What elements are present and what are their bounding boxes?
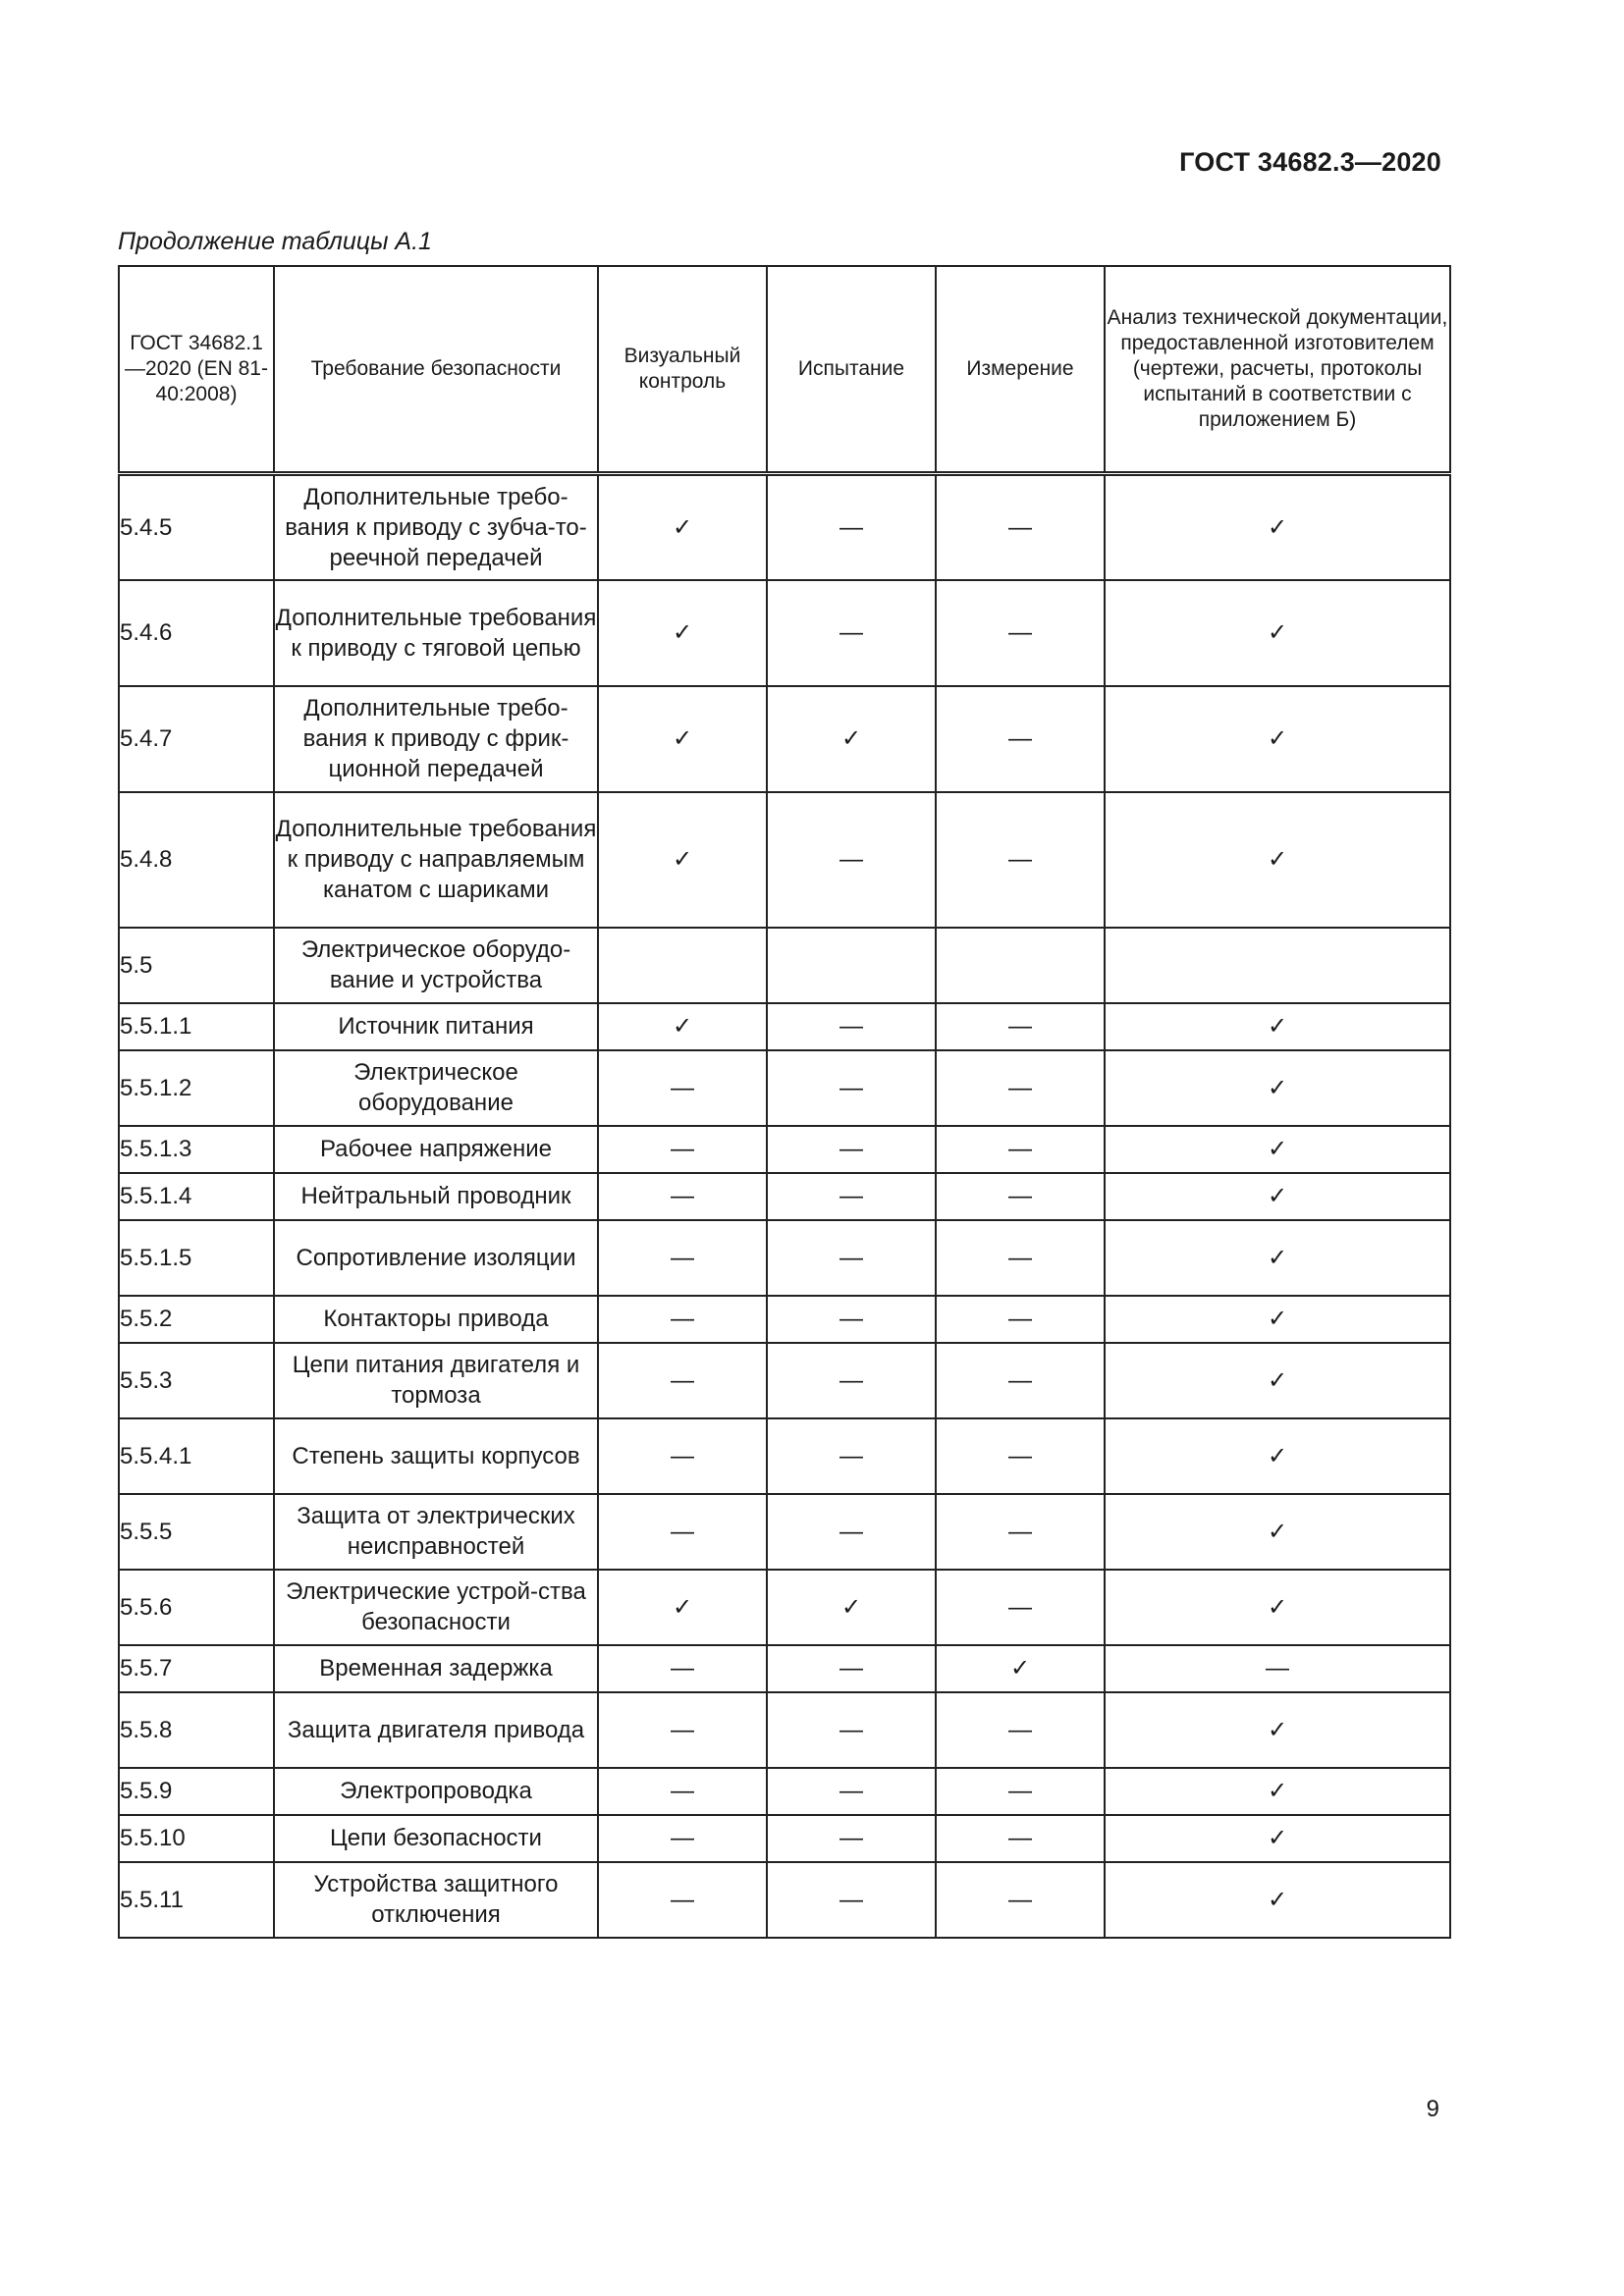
cell-test: — [767, 1343, 936, 1418]
cell-visual: — [598, 1296, 767, 1343]
cell-code: 5.5.3 [119, 1343, 274, 1418]
cell-visual: — [598, 1126, 767, 1173]
cell-analysis: ✓ [1105, 1173, 1450, 1220]
cell-visual: — [598, 1645, 767, 1692]
cell-code: 5.4.6 [119, 580, 274, 686]
cell-visual: ✓ [598, 580, 767, 686]
cell-code: 5.5.1.4 [119, 1173, 274, 1220]
cell-code: 5.5.1.2 [119, 1050, 274, 1126]
cell-requirement: Источник питания [274, 1003, 598, 1050]
cell-code: 5.4.5 [119, 474, 274, 580]
cell-measure: — [936, 1220, 1105, 1296]
cell-analysis: — [1105, 1645, 1450, 1692]
cell-code: 5.5.10 [119, 1815, 274, 1862]
table-row [119, 1296, 1450, 1343]
column-header-test: Испытание [767, 266, 936, 474]
cell-measure: — [936, 580, 1105, 686]
cell-test: — [767, 474, 936, 580]
cell-requirement: Нейтральный проводник [274, 1173, 598, 1220]
cell-analysis: ✓ [1105, 1296, 1450, 1343]
table-row [119, 1645, 1450, 1692]
cell-measure: — [936, 1815, 1105, 1862]
cell-code: 5.5.11 [119, 1862, 274, 1938]
cell-code: 5.5.1.1 [119, 1003, 274, 1050]
cell-measure: — [936, 1418, 1105, 1494]
cell-measure: ✓ [936, 1645, 1105, 1692]
cell-measure: — [936, 1692, 1105, 1768]
cell-analysis: ✓ [1105, 1050, 1450, 1126]
cell-test: — [767, 1494, 936, 1570]
column-header-visual: Визуальный контроль [598, 266, 767, 474]
cell-visual: — [598, 1050, 767, 1126]
cell-test: — [767, 1296, 936, 1343]
table-row [119, 686, 1450, 792]
table-row [119, 1692, 1450, 1768]
table-row [119, 1343, 1450, 1418]
cell-analysis: ✓ [1105, 1768, 1450, 1815]
cell-code: 5.5.7 [119, 1645, 274, 1692]
cell-test: — [767, 792, 936, 928]
cell-visual: — [598, 1418, 767, 1494]
table-row [119, 1768, 1450, 1815]
cell-analysis: ✓ [1105, 1418, 1450, 1494]
cell-measure: — [936, 1296, 1105, 1343]
cell-requirement: Дополнительные требо-вания к приводу с фрик-ционной передачей [274, 686, 598, 792]
cell-test [767, 928, 936, 1003]
cell-measure: — [936, 686, 1105, 792]
cell-analysis: ✓ [1105, 1220, 1450, 1296]
cell-analysis: ✓ [1105, 1692, 1450, 1768]
table-row [119, 1570, 1450, 1645]
cell-requirement: Электрическое оборудование [274, 1050, 598, 1126]
cell-code: 5.5.4.1 [119, 1418, 274, 1494]
cell-measure: — [936, 1570, 1105, 1645]
cell-visual: — [598, 1220, 767, 1296]
page-number: 9 [1426, 2096, 1439, 2122]
cell-test: — [767, 1862, 936, 1938]
table-row [119, 1173, 1450, 1220]
cell-test: ✓ [767, 686, 936, 792]
cell-measure: — [936, 1126, 1105, 1173]
cell-visual: ✓ [598, 474, 767, 580]
cell-code: 5.5.1.3 [119, 1126, 274, 1173]
cell-code: 5.5.1.5 [119, 1220, 274, 1296]
cell-measure: — [936, 1862, 1105, 1938]
cell-visual: — [598, 1494, 767, 1570]
cell-analysis: ✓ [1105, 686, 1450, 792]
cell-visual [598, 928, 767, 1003]
cell-measure: — [936, 1003, 1105, 1050]
column-header-requirement: Требование безопасности [274, 266, 598, 474]
cell-code: 5.4.7 [119, 686, 274, 792]
cell-code: 5.5.2 [119, 1296, 274, 1343]
cell-visual: — [598, 1692, 767, 1768]
table-row [119, 1050, 1450, 1126]
cell-test: — [767, 1815, 936, 1862]
cell-requirement: Дополнительные требования к приводу с направляемым канатом с шариками [274, 792, 598, 928]
cell-code: 5.5 [119, 928, 274, 1003]
cell-test: — [767, 1220, 936, 1296]
cell-visual: — [598, 1862, 767, 1938]
cell-requirement: Устройства защитного отключения [274, 1862, 598, 1938]
cell-analysis: ✓ [1105, 1126, 1450, 1173]
cell-measure: — [936, 1494, 1105, 1570]
cell-test: — [767, 1173, 936, 1220]
cell-measure: — [936, 1173, 1105, 1220]
cell-analysis: ✓ [1105, 1003, 1450, 1050]
document-standard-header: ГОСТ 34682.3—2020 [1179, 147, 1441, 177]
cell-requirement: Электрические устрой-ства безопасности [274, 1570, 598, 1645]
cell-measure: — [936, 474, 1105, 580]
cell-test: — [767, 1768, 936, 1815]
table-caption: Продолжение таблицы А.1 [118, 228, 432, 255]
column-header-analysis: Анализ технической документации, предоставленной изготовителем (чертежи, расчеты, протоколы испытаний в соответствии с приложением Б) [1105, 266, 1450, 474]
cell-test: — [767, 1418, 936, 1494]
cell-analysis: ✓ [1105, 1815, 1450, 1862]
cell-measure [936, 928, 1105, 1003]
table-header-row [119, 266, 1450, 474]
table-row [119, 580, 1450, 686]
table-row [119, 1126, 1450, 1173]
cell-visual: — [598, 1815, 767, 1862]
cell-requirement: Дополнительные требования к приводу с тяговой цепью [274, 580, 598, 686]
cell-visual: — [598, 1343, 767, 1418]
cell-test: ✓ [767, 1570, 936, 1645]
cell-analysis: ✓ [1105, 792, 1450, 928]
cell-requirement: Электрическое оборудо-вание и устройства [274, 928, 598, 1003]
table-row [119, 474, 1450, 580]
cell-code: 5.5.6 [119, 1570, 274, 1645]
cell-requirement: Защита двигателя привода [274, 1692, 598, 1768]
cell-requirement: Контакторы привода [274, 1296, 598, 1343]
cell-requirement: Рабочее напряжение [274, 1126, 598, 1173]
cell-visual: — [598, 1768, 767, 1815]
cell-visual: ✓ [598, 1570, 767, 1645]
table-row [119, 1494, 1450, 1570]
table-row [119, 1003, 1450, 1050]
cell-code: 5.5.9 [119, 1768, 274, 1815]
cell-measure: — [936, 1050, 1105, 1126]
cell-test: — [767, 1692, 936, 1768]
cell-requirement: Цепи питания двигателя и тормоза [274, 1343, 598, 1418]
cell-test: — [767, 1126, 936, 1173]
cell-analysis: ✓ [1105, 580, 1450, 686]
cell-measure: — [936, 792, 1105, 928]
cell-requirement: Цепи безопасности [274, 1815, 598, 1862]
cell-analysis [1105, 928, 1450, 1003]
cell-analysis: ✓ [1105, 1862, 1450, 1938]
cell-requirement: Временная задержка [274, 1645, 598, 1692]
cell-code: 5.5.5 [119, 1494, 274, 1570]
cell-analysis: ✓ [1105, 474, 1450, 580]
table-row [119, 1220, 1450, 1296]
cell-visual: ✓ [598, 1003, 767, 1050]
cell-measure: — [936, 1768, 1105, 1815]
cell-analysis: ✓ [1105, 1343, 1450, 1418]
column-header-measure: Измерение [936, 266, 1105, 474]
cell-requirement: Степень защиты корпусов [274, 1418, 598, 1494]
cell-requirement: Электропроводка [274, 1768, 598, 1815]
cell-analysis: ✓ [1105, 1494, 1450, 1570]
table-row [119, 792, 1450, 928]
table-row [119, 1418, 1450, 1494]
column-header-standard: ГОСТ 34682.1—2020 (EN 81-40:2008) [119, 266, 274, 474]
cell-visual: ✓ [598, 686, 767, 792]
cell-test: — [767, 1645, 936, 1692]
cell-test: — [767, 1050, 936, 1126]
cell-requirement: Сопротивление изоляции [274, 1220, 598, 1296]
cell-test: — [767, 580, 936, 686]
cell-code: 5.5.8 [119, 1692, 274, 1768]
cell-visual: ✓ [598, 792, 767, 928]
cell-measure: — [936, 1343, 1105, 1418]
table-row [119, 1815, 1450, 1862]
cell-requirement: Защита от электрических неисправностей [274, 1494, 598, 1570]
table-row [119, 1862, 1450, 1938]
cell-code: 5.4.8 [119, 792, 274, 928]
cell-requirement: Дополнительные требо-вания к приводу с зубча-то-реечной передачей [274, 474, 598, 580]
table-row [119, 928, 1450, 1003]
requirements-table [118, 265, 1451, 1939]
cell-analysis: ✓ [1105, 1570, 1450, 1645]
cell-test: — [767, 1003, 936, 1050]
cell-visual: — [598, 1173, 767, 1220]
